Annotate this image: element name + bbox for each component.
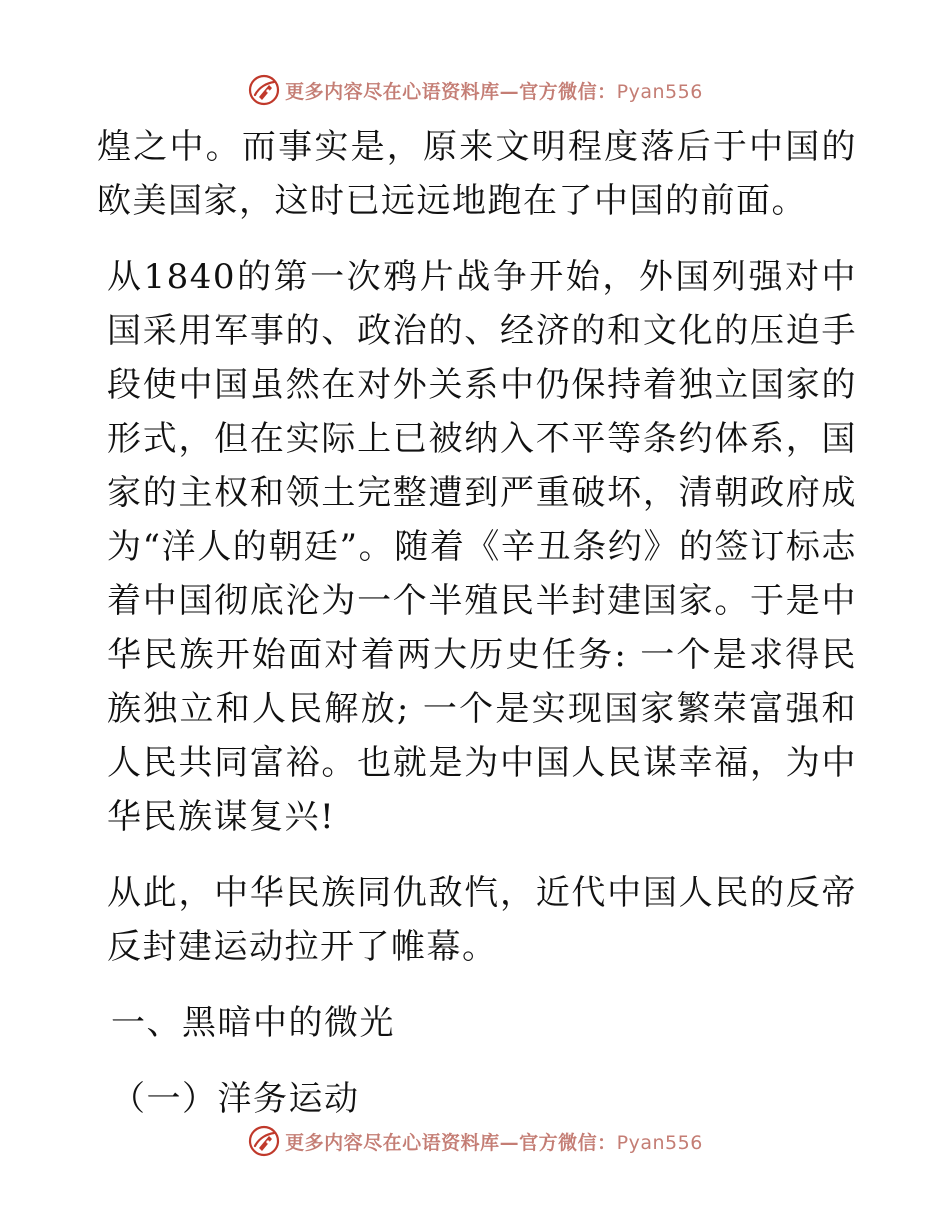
wechat-id: Pyan556 <box>616 80 703 103</box>
watermark-text: 更多内容尽在心语资料库—官方微信：Pyan556 <box>285 80 703 103</box>
document-body <box>97 120 857 1126</box>
section-heading: 一、黑暗中的微光 <box>111 1003 395 1043</box>
pen-logo-icon <box>247 1124 281 1158</box>
paragraph-1: 煌之中。而事实是，原来文明程度落后于中国的欧美国家，这时已远远地跑在了中国的前面。 <box>97 127 857 221</box>
subsection-heading: （一）洋务运动 <box>111 1079 360 1119</box>
wechat-id: Pyan556 <box>616 1131 703 1154</box>
paragraph-3: 从此，中华民族同仇敌忾，近代中国人民的反帝反封建运动拉开了帷幕。 <box>107 873 857 967</box>
header-watermark <box>0 70 950 110</box>
pen-logo-icon <box>247 73 281 107</box>
footer-watermark <box>0 1121 950 1161</box>
paragraph-2: 从1840的第一次鸦片战争开始，外国列强对中国采用军事的、政治的、经济的和文化的压迫手段使中国虽然在对外关系中仍保持着独立国家的形式，但在实际上已被纳入不平等条约体系，国家的主权和领土完整遭到严重破坏，清朝政府成为“洋人的朝廷”。随着《辛丑条约》的签订标志着中国彻底沦为一个半殖民半封建国家。于是中华民族开始面对着两大历史任务: 一个是求得民族独立和人民解放; 一个是实现国家繁荣富强和人民共同富裕。也就是为中国人民谋幸福，为中华民族谋复兴! <box>107 257 857 837</box>
watermark-text: 更多内容尽在心语资料库—官方微信：Pyan556 <box>285 1131 703 1154</box>
